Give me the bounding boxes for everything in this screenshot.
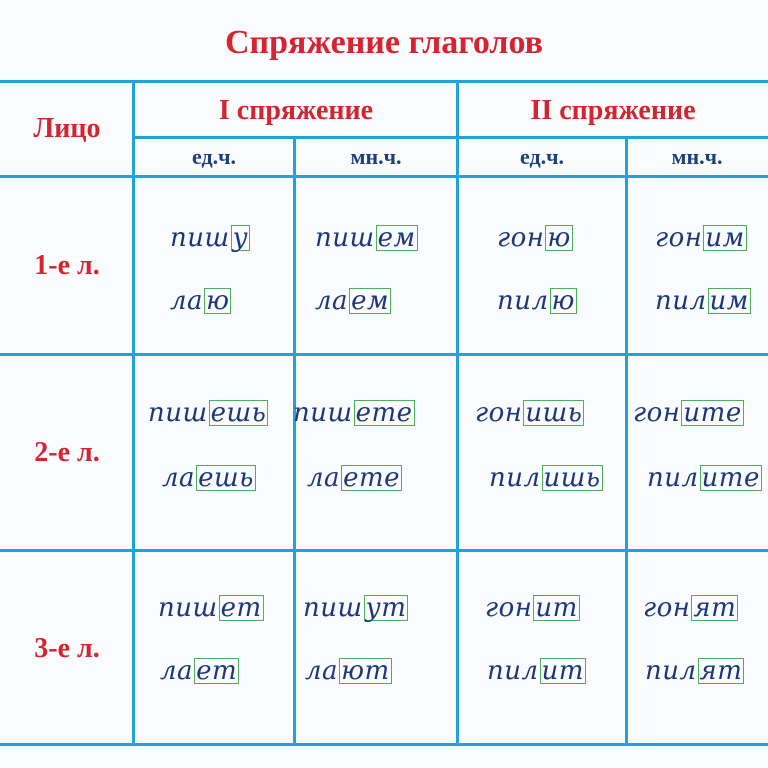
header-conj2-plural: мн.ч. bbox=[671, 143, 723, 169]
verb-ending-box: ите bbox=[683, 398, 742, 428]
verb-form bbox=[293, 398, 415, 428]
verb-ending-box: ят bbox=[693, 593, 737, 623]
verb-stem: гон bbox=[497, 223, 545, 253]
verb-form bbox=[148, 398, 268, 428]
verb-ending-box: ит bbox=[541, 656, 584, 686]
verb-stem: пиш bbox=[303, 593, 363, 623]
verb-ending-box: ешь bbox=[210, 398, 267, 428]
verb-stem: пил bbox=[645, 656, 697, 686]
verb-stem: пиш bbox=[315, 223, 375, 253]
verb-stem: гон bbox=[643, 593, 691, 623]
verb-ending-box: ешь bbox=[198, 463, 254, 493]
verb-form bbox=[645, 656, 744, 686]
verb-stem: ла bbox=[170, 286, 204, 316]
verb-ending-box: ишь bbox=[525, 398, 583, 428]
verb-form bbox=[162, 463, 256, 493]
page-title: Спряжение глаголов bbox=[224, 24, 544, 61]
person-label-3: 3-е л. bbox=[34, 633, 100, 664]
verb-form bbox=[170, 223, 250, 253]
verb-form bbox=[305, 656, 392, 686]
verb-ending-box: ю bbox=[547, 223, 571, 253]
verb-ending-box: ет bbox=[196, 656, 238, 686]
grid-line-v bbox=[625, 138, 628, 746]
verb-ending-box: ете bbox=[355, 398, 413, 428]
verb-stem: пиш bbox=[293, 398, 353, 428]
verb-ending-box: ете bbox=[343, 463, 400, 493]
verb-ending-box: ут bbox=[365, 593, 407, 623]
verb-form bbox=[315, 223, 418, 253]
verb-ending-box: ит bbox=[535, 593, 578, 623]
grid-line-h bbox=[0, 175, 768, 178]
verb-form bbox=[315, 286, 391, 316]
verb-stem: ла bbox=[162, 463, 196, 493]
verb-stem: ла bbox=[315, 286, 349, 316]
verb-ending-box: ем bbox=[377, 223, 416, 253]
verb-ending-box: им bbox=[709, 286, 749, 316]
verb-stem: пиш bbox=[158, 593, 218, 623]
verb-form bbox=[307, 463, 402, 493]
conjugation-table bbox=[0, 80, 768, 746]
grid-line-v bbox=[456, 83, 459, 746]
verb-form bbox=[497, 223, 573, 253]
verb-form bbox=[475, 398, 584, 428]
verb-form bbox=[633, 398, 744, 428]
verb-stem: пиш bbox=[148, 398, 208, 428]
grid-line-v bbox=[293, 138, 296, 746]
verb-form bbox=[643, 593, 738, 623]
grid-line-h bbox=[0, 549, 768, 552]
verb-form bbox=[497, 286, 577, 316]
verb-form bbox=[303, 593, 408, 623]
header-conjugation-2: II спряжение bbox=[530, 94, 696, 126]
header-conjugation-1: I спряжение bbox=[218, 94, 374, 126]
verb-form bbox=[485, 593, 580, 623]
verb-stem: пил bbox=[487, 656, 539, 686]
verb-stem: ла bbox=[307, 463, 341, 493]
verb-ending-box: ет bbox=[220, 593, 262, 623]
verb-form bbox=[655, 286, 751, 316]
verb-stem: гон bbox=[633, 398, 681, 428]
verb-stem: пил bbox=[647, 463, 699, 493]
verb-form bbox=[158, 593, 264, 623]
header-conj1-plural: мн.ч. bbox=[350, 143, 402, 169]
verb-stem: пиш bbox=[170, 223, 230, 253]
verb-form bbox=[655, 223, 747, 253]
verb-stem: гон bbox=[475, 398, 523, 428]
header-person: Лицо bbox=[33, 113, 101, 144]
verb-stem: пил bbox=[497, 286, 549, 316]
grid-line-v bbox=[132, 83, 135, 746]
verb-ending-box: им bbox=[705, 223, 745, 253]
grid-line-h bbox=[0, 353, 768, 356]
verb-stem: гон bbox=[655, 223, 703, 253]
person-label-2: 2-е л. bbox=[34, 436, 100, 468]
verb-ending-box: ю bbox=[206, 286, 230, 316]
verb-stem: ла bbox=[305, 656, 339, 686]
verb-stem: ла bbox=[160, 656, 194, 686]
grid-line-h bbox=[134, 136, 768, 139]
verb-stem: пил bbox=[655, 286, 707, 316]
verb-ending-box: у bbox=[232, 223, 249, 253]
verb-form bbox=[160, 656, 239, 686]
verb-ending-box: ят bbox=[699, 656, 743, 686]
verb-form bbox=[489, 463, 603, 493]
verb-stem: пил bbox=[489, 463, 541, 493]
verb-ending-box: ют bbox=[341, 656, 390, 686]
verb-stem: гон bbox=[485, 593, 533, 623]
header-conj2-singular: ед.ч. bbox=[519, 143, 564, 169]
verb-ending-box: ишь bbox=[543, 463, 601, 493]
verb-ending-box: ем bbox=[351, 286, 390, 316]
verb-ending-box: ю bbox=[551, 286, 575, 316]
verb-form bbox=[170, 286, 231, 316]
header-conj1-singular: ед.ч. bbox=[191, 143, 236, 169]
verb-form bbox=[647, 463, 762, 493]
verb-form bbox=[487, 656, 586, 686]
person-label-1: 1-е л. bbox=[34, 249, 100, 281]
verb-ending-box: ите bbox=[701, 463, 760, 493]
